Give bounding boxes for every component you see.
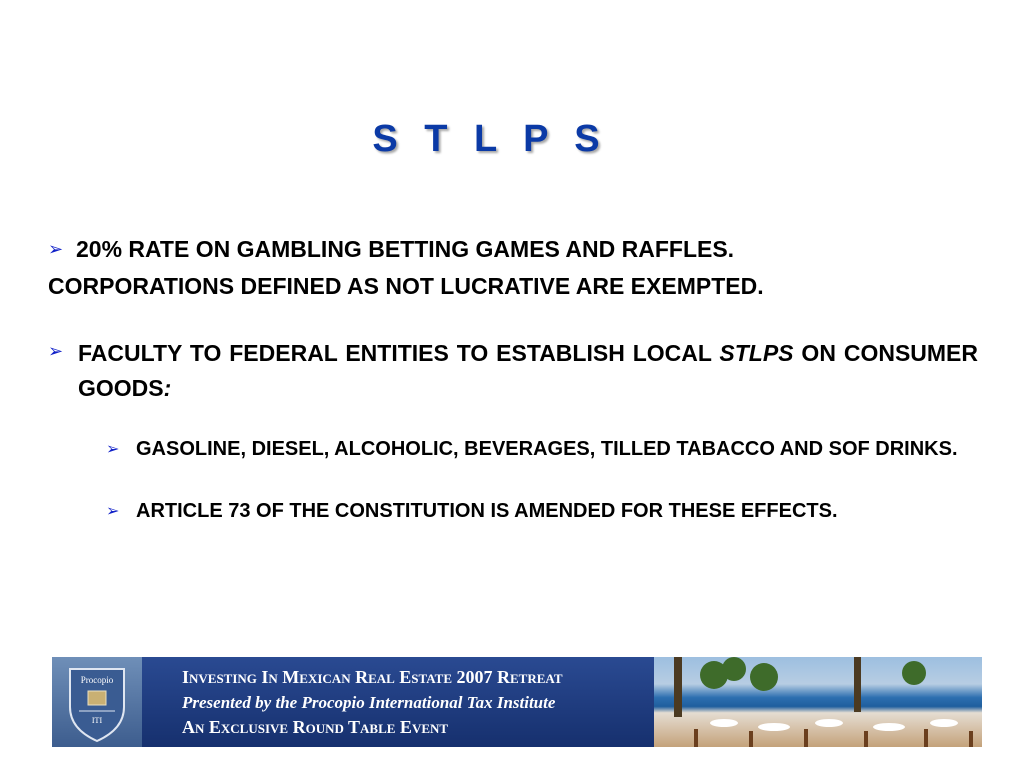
slide-content: [48, 232, 978, 527]
procopio-seal-icon: [52, 657, 142, 747]
bullet-gambling: [48, 232, 978, 304]
bullet-faculty-text: FACULTY TO FEDERAL ENTITIES TO ESTABLISH LOCAL STLPS ON CONSUMER GOODS:: [78, 340, 978, 401]
seal-panel: [52, 657, 142, 747]
banner-line-3: An Exclusive Round Table Event: [182, 717, 449, 737]
arrow-bullet-icon: ➢: [106, 441, 120, 458]
slide-title: S T L P S: [372, 118, 608, 160]
resort-image: [654, 657, 982, 747]
bullet-faculty: [48, 336, 978, 406]
banner-line-2: Presented by the Procopio International Tax Institute: [182, 693, 556, 712]
arrow-bullet-icon: ➢: [106, 503, 120, 520]
seal-bottom-text: ITI: [91, 716, 103, 725]
banner-line-1: Investing In Mexican Real Estate 2007 Retreat: [182, 667, 563, 687]
sub-bullet-goods-text: GASOLINE, DIESEL, ALCOHOLIC, BEVERAGES, TILLED TABACCO AND SOF DRINKS.: [136, 438, 958, 460]
arrow-bullet-icon: ➢: [48, 341, 64, 361]
banner-text-panel: [142, 657, 654, 747]
sub-bullet-goods: [106, 434, 978, 465]
sub-bullet-article-text: ARTICLE 73 OF THE CONSTITUTION IS AMENDED FOR THESE EFFECTS.: [136, 500, 838, 522]
arrow-bullet-icon: ➢: [48, 239, 64, 259]
footer-banner: [52, 657, 982, 747]
bullet-gambling-text: 20% RATE ON GAMBLING BETTING GAMES AND RAFFLES.: [76, 236, 735, 262]
resort-photo: [654, 657, 982, 747]
sub-bullet-article: [106, 496, 978, 527]
seal-top-text: Procopio: [80, 675, 114, 685]
bullet-gambling-text-2: CORPORATIONS DEFINED AS NOT LUCRATIVE ARE EXEMPTED.: [48, 273, 764, 299]
